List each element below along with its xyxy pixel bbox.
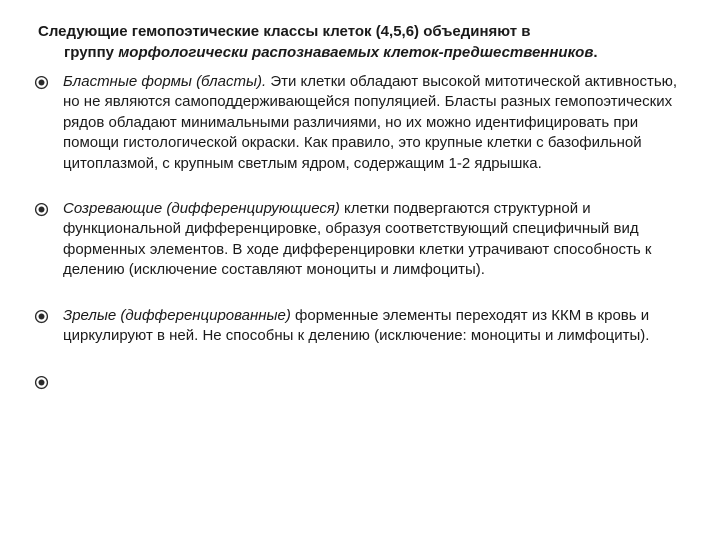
list-item-text <box>63 199 684 281</box>
list-item-blasts <box>34 72 684 174</box>
list-item-term: Зрелые (дифференцированные) <box>63 307 291 324</box>
target-bullet-icon <box>34 75 49 90</box>
list-item-term: Созревающие (дифференцирующиеся) <box>63 200 340 217</box>
intro-prefix: группу <box>64 43 119 61</box>
list-item-body: Эти клетки обладают высокой митотической активностью, но не являются самоподдерживающейся популяцией. Бласты разных гемопоэтических рядов обладают минимальными различиями, но их можно идентифицировать при помощи гистологической окраски. Как правило, это крупные клетки с базофильной цитоплазмой, с крупным светлым ядром, содержащим 1-2 ядрышка. <box>63 73 678 172</box>
list-item-maturing <box>34 199 684 281</box>
target-bullet-icon <box>34 309 49 324</box>
intro-paragraph <box>38 22 688 63</box>
intro-second-line <box>38 43 688 64</box>
list-item-body: клетки подвергаются структурной и функциональной дифференцировке, образуя соответствующий специфичный вид форменных элементов. В ходе дифференцировки клетки утрачивают способность к делению (исключение составляют моноциты и лимфоциты). <box>63 200 652 279</box>
intro-emphasis: морфологически распознаваемых клеток-предшественников <box>118 43 594 61</box>
target-bullet-icon <box>34 202 49 217</box>
target-bullet-icon <box>34 375 49 390</box>
intro-lead: Следующие гемопоэтические классы клеток (4,5,6) объединяют в <box>38 23 531 40</box>
list-item-term: Бластные формы (бласты). <box>63 73 267 90</box>
list-item-text <box>63 306 684 347</box>
list-item-mature <box>34 306 684 347</box>
intro-suffix: . <box>593 43 598 61</box>
list-item-body: форменные элементы переходят из ККМ в кровь и циркулируют в ней. Не способны к делению (исключение: моноциты и лимфоциты). <box>63 307 650 345</box>
list-item-text <box>63 72 684 174</box>
